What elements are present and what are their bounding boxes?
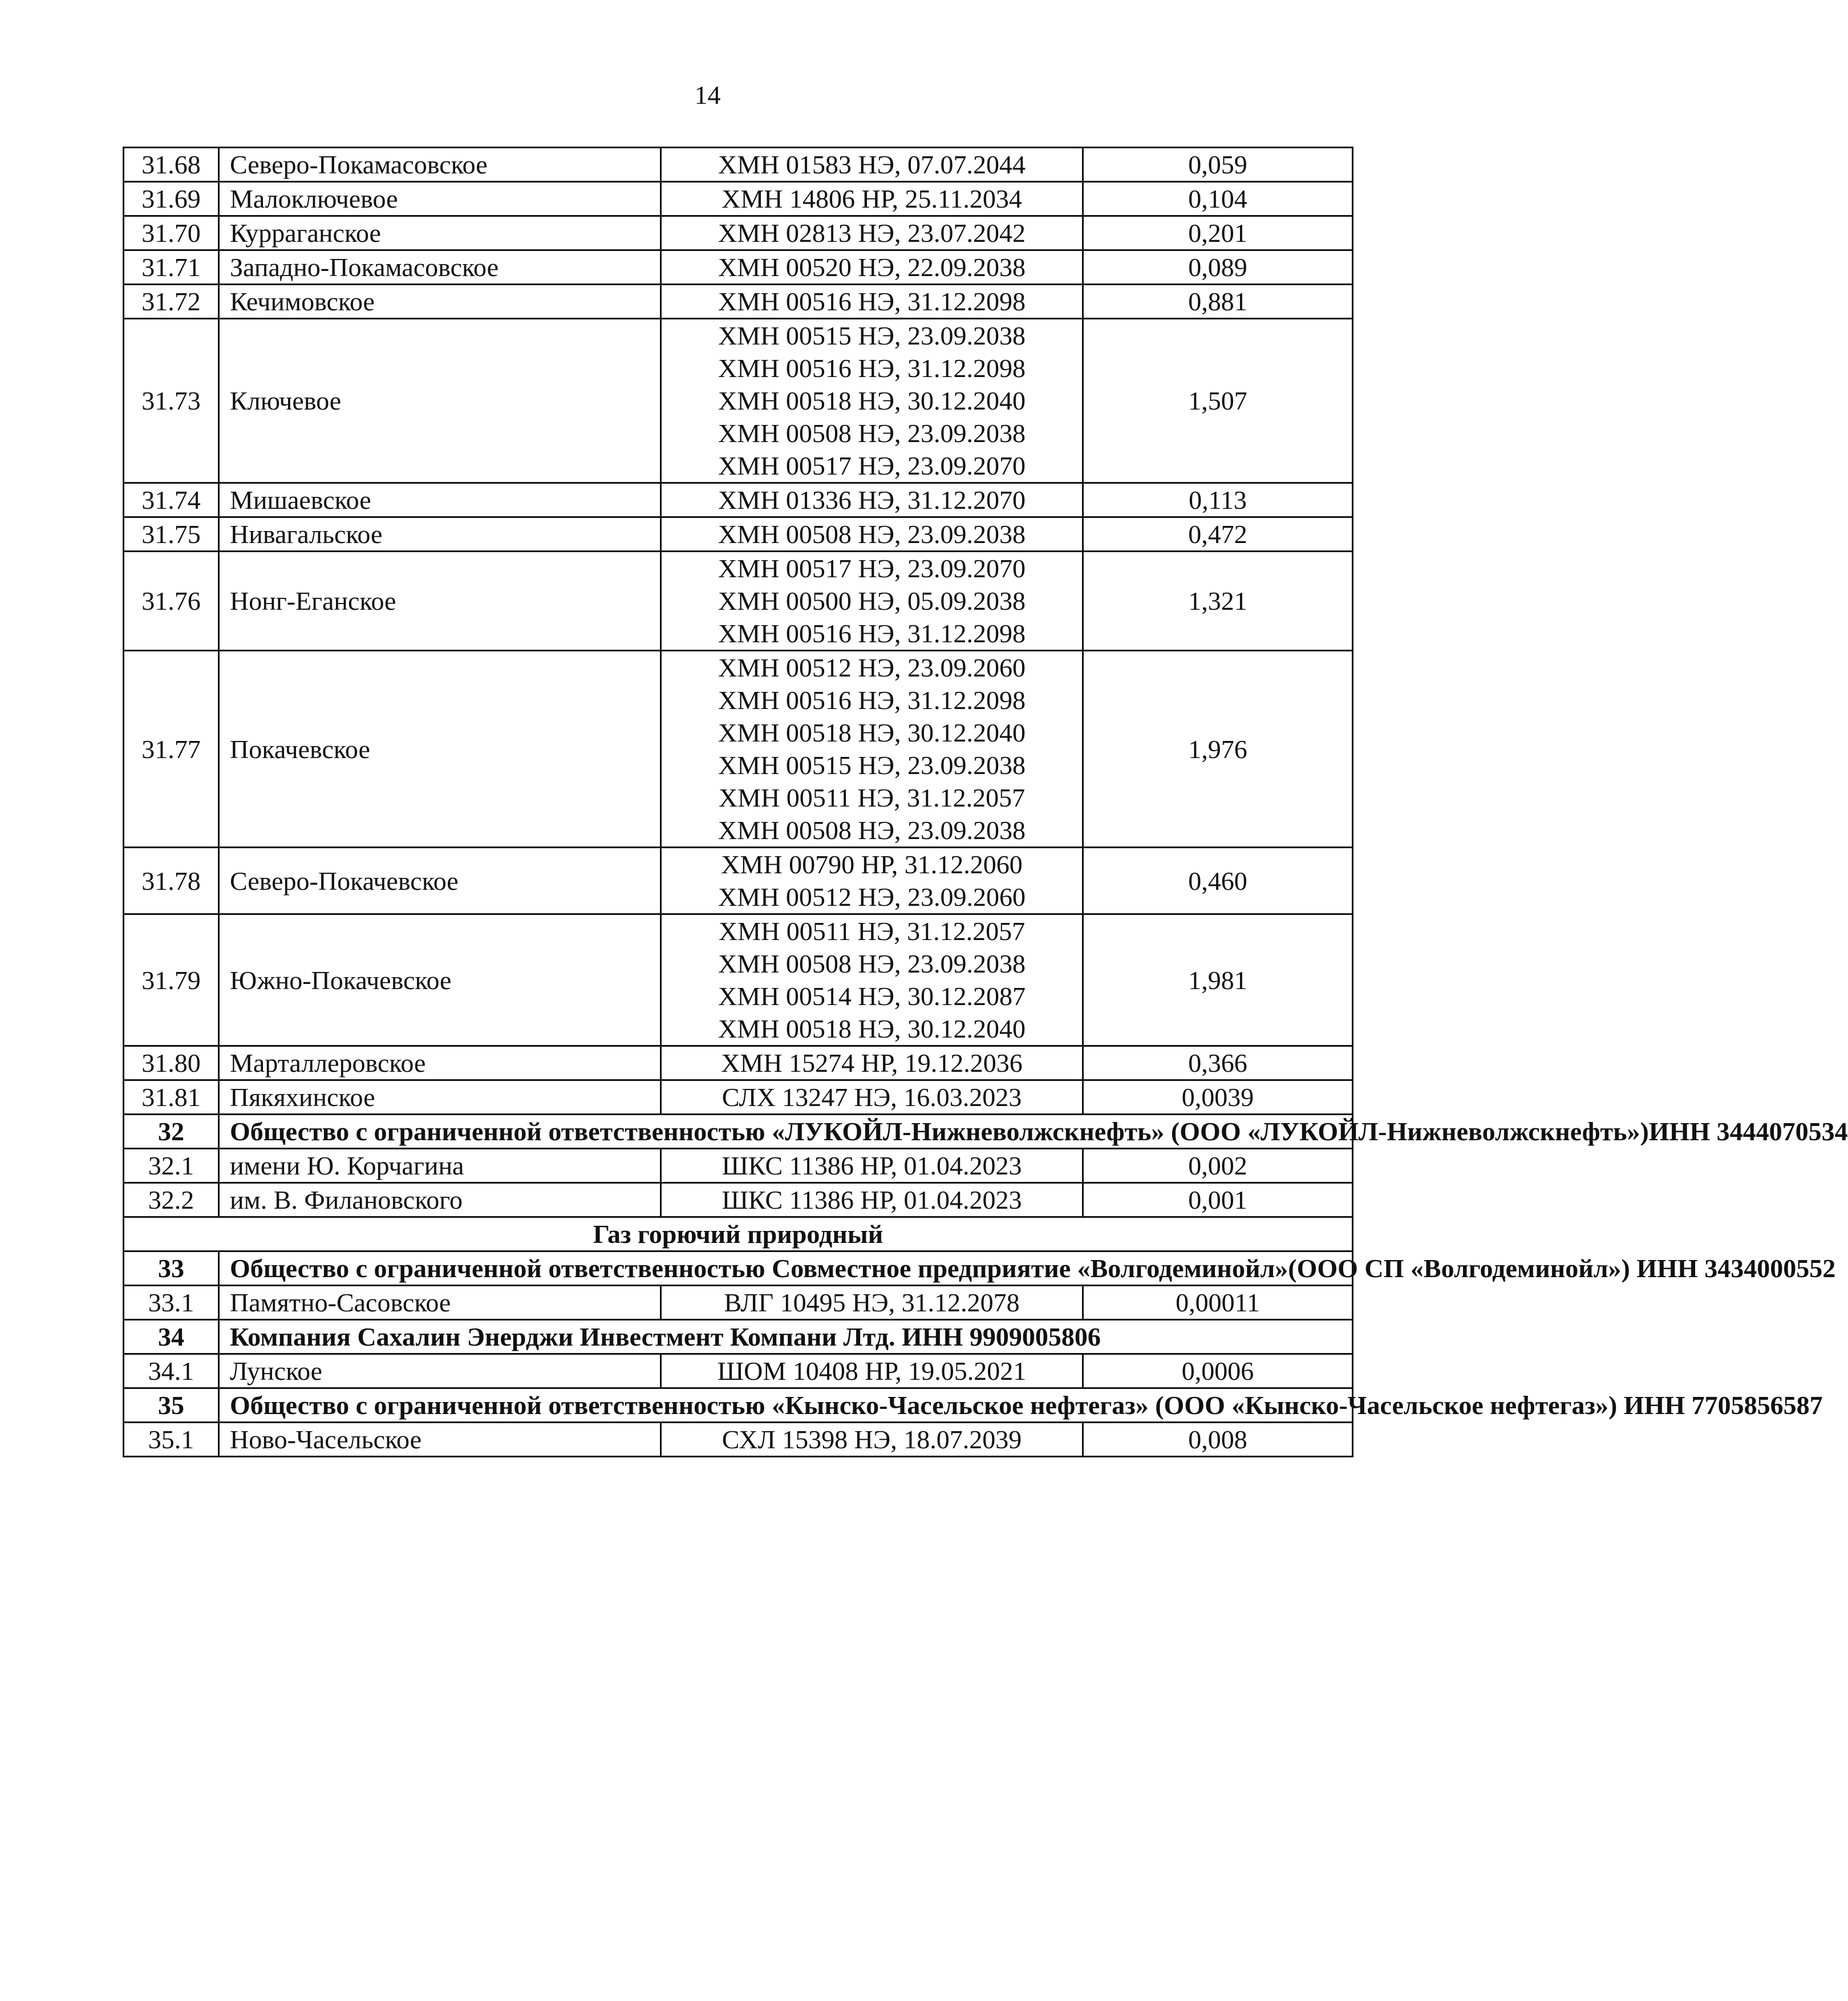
row-number: 32.2 [124,1183,219,1217]
license-number: ХМН 02813 НЭ, 23.07.2042 [718,218,1026,248]
volume-value: 0,00011 [1083,1286,1353,1320]
deposit-name: Курраганское [219,216,661,250]
deposit-name: Западно-Покамасовское [219,250,661,285]
license-cell [661,182,1083,216]
license-number: ХМН 00518 НЭ, 30.12.2040 [718,1014,1026,1043]
table-row [124,1149,1353,1183]
license-number: ХМН 00518 НЭ, 30.12.2040 [718,718,1026,747]
license-cell [661,848,1083,914]
license-number: ХМН 01336 НЭ, 31.12.2070 [718,485,1026,515]
deposit-name: Южно-Покачевское [219,914,661,1046]
volume-value: 0,059 [1083,148,1353,182]
row-number: 31.75 [124,517,219,552]
license-number: ХМН 00516 НЭ, 31.12.2098 [718,287,1026,316]
volume-value: 1,507 [1083,319,1353,483]
row-number: 31.76 [124,552,219,651]
row-number: 33.1 [124,1286,219,1320]
row-number: 31.68 [124,148,219,182]
license-number: ХМН 00514 НЭ, 30.12.2087 [718,982,1026,1011]
license-number: ХМН 00516 НЭ, 31.12.2098 [718,619,1026,648]
deposit-name: Памятно-Сасовское [219,1286,661,1320]
license-number: СХЛ 15398 НЭ, 18.07.2039 [722,1425,1022,1454]
row-number: 32.1 [124,1149,219,1183]
deposits-table [123,147,1848,1457]
org-row [124,1320,1353,1354]
row-number: 31.77 [124,651,219,848]
volume-value: 1,321 [1083,552,1353,651]
table-row [124,517,1353,552]
volume-value: 0,089 [1083,250,1353,285]
license-number: ХМН 00512 НЭ, 23.09.2060 [718,882,1026,912]
row-number: 31.69 [124,182,219,216]
volume-value: 0,113 [1083,483,1353,517]
section-row [124,1217,1353,1251]
deposit-name: Лунское [219,1354,661,1388]
license-number: ХМН 00518 НЭ, 30.12.2040 [718,386,1026,415]
license-number: ШКС 11386 НР, 01.04.2023 [722,1185,1022,1214]
deposit-name: Северо-Покачевское [219,848,661,914]
org-name: Общество с ограниченной ответственностью «Кынско-Часельское нефтегаз» (ООО «Кынско-Часельское нефтегаз») ИНН 7705856587 [219,1388,1353,1423]
table-row [124,1080,1353,1115]
license-cell [661,1149,1083,1183]
license-cell [661,552,1083,651]
license-number: ХМН 00516 НЭ, 31.12.2098 [718,354,1026,383]
volume-value: 0,008 [1083,1423,1353,1457]
license-number: ХМН 01583 НЭ, 07.07.2044 [718,150,1026,179]
deposit-name: Ново-Часельское [219,1423,661,1457]
license-cell [661,216,1083,250]
deposit-name: Марталлеровское [219,1046,661,1080]
volume-value: 1,981 [1083,914,1353,1046]
row-number: 34.1 [124,1354,219,1388]
row-number: 31.74 [124,483,219,517]
volume-value: 0,104 [1083,182,1353,216]
org-name: Общество с ограниченной ответственностью Совместное предприятие «Волгодеминойл»(ООО СП «Волгодеминойл») ИНН 3434000552 [219,1251,1353,1286]
license-number: ХМН 00508 НЭ, 23.09.2038 [718,949,1026,978]
license-number: ХМН 00508 НЭ, 23.09.2038 [718,520,1026,549]
volume-value: 0,881 [1083,285,1353,319]
license-number: ХМН 00790 НР, 31.12.2060 [721,850,1023,879]
row-number: 31.80 [124,1046,219,1080]
license-cell [661,285,1083,319]
org-name: Общество с ограниченной ответственностью «ЛУКОЙЛ-Нижневолжскнефть» (ООО «ЛУКОЙЛ-Нижневолжскнефть»)ИНН 3444070534 [219,1115,1353,1149]
license-cell [661,319,1083,483]
license-number: ХМН 00515 НЭ, 23.09.2038 [718,751,1026,780]
deposit-name: имени Ю. Корчагина [219,1149,661,1183]
deposit-name: Нонг-Еганское [219,552,661,651]
volume-value: 0,002 [1083,1149,1353,1183]
table-row [124,319,1353,483]
deposit-name: им. В. Филановского [219,1183,661,1217]
row-number: 31.72 [124,285,219,319]
license-number: ХМН 00511 НЭ, 31.12.2057 [718,917,1026,946]
row-number: 31.70 [124,216,219,250]
section-title: Газ горючий природный [124,1217,1353,1251]
table-row [124,250,1353,285]
license-cell [661,250,1083,285]
license-number: ХМН 14806 НР, 25.11.2034 [722,184,1022,213]
table-row [124,552,1353,651]
page-number: 14 [694,80,721,110]
deposit-name: Мишаевское [219,483,661,517]
license-number: ШКС 11386 НР, 01.04.2023 [722,1151,1022,1180]
license-number: ШОМ 10408 НР, 19.05.2021 [717,1356,1027,1386]
license-cell [661,651,1083,848]
license-number: ХМН 00517 НЭ, 23.09.2070 [718,554,1026,583]
table-row [124,216,1353,250]
volume-value: 0,0006 [1083,1354,1353,1388]
row-number: 31.73 [124,319,219,483]
license-cell [661,1286,1083,1320]
table-row [124,1183,1353,1217]
license-number: ХМН 00511 НЭ, 31.12.2057 [718,783,1026,812]
deposit-name: Кечимовское [219,285,661,319]
license-cell [661,148,1083,182]
license-cell [661,1183,1083,1217]
license-number: ХМН 00515 НЭ, 23.09.2038 [718,321,1026,350]
license-number: ХМН 00508 НЭ, 23.09.2038 [718,816,1026,845]
row-number: 35.1 [124,1423,219,1457]
org-row [124,1388,1353,1423]
license-number: ВЛГ 10495 НЭ, 31.12.2078 [724,1288,1020,1317]
deposit-name: Ключевое [219,319,661,483]
row-number: 31.79 [124,914,219,1046]
deposit-name: Северо-Покамасовское [219,148,661,182]
volume-value: 0,366 [1083,1046,1353,1080]
volume-value: 0,472 [1083,517,1353,552]
table-row [124,148,1353,182]
volume-value: 0,0039 [1083,1080,1353,1115]
license-number: СЛХ 13247 НЭ, 16.03.2023 [722,1083,1022,1112]
deposit-name: Малоключевое [219,182,661,216]
table-row [124,1046,1353,1080]
volume-value: 0,460 [1083,848,1353,914]
volume-value: 1,976 [1083,651,1353,848]
table-row [124,483,1353,517]
license-number: ХМН 00520 НЭ, 22.09.2038 [718,253,1026,282]
org-number: 35 [124,1388,219,1423]
table-row [124,914,1353,1046]
license-number: ХМН 00516 НЭ, 31.12.2098 [718,686,1026,715]
deposit-name: Покачевское [219,651,661,848]
table-row [124,1286,1353,1320]
org-name: Компания Сахалин Энерджи Инвестмент Компани Лтд. ИНН 9909005806 [219,1320,1353,1354]
table-row [124,848,1353,914]
org-row [124,1251,1353,1286]
org-row [124,1115,1353,1149]
license-cell [661,1354,1083,1388]
org-number: 33 [124,1251,219,1286]
volume-value: 0,001 [1083,1183,1353,1217]
license-number: ХМН 15274 НР, 19.12.2036 [721,1048,1023,1078]
row-number: 31.78 [124,848,219,914]
license-number: ХМН 00517 НЭ, 23.09.2070 [718,451,1026,480]
volume-value: 0,201 [1083,216,1353,250]
row-number: 31.71 [124,250,219,285]
deposit-name: Нивагальское [219,517,661,552]
license-number: ХМН 00512 НЭ, 23.09.2060 [718,653,1026,682]
org-number: 32 [124,1115,219,1149]
deposit-name: Пякяхинское [219,1080,661,1115]
license-cell [661,517,1083,552]
license-number: ХМН 00508 НЭ, 23.09.2038 [718,419,1026,448]
license-cell [661,483,1083,517]
row-number: 31.81 [124,1080,219,1115]
table-row [124,1423,1353,1457]
license-cell [661,1080,1083,1115]
license-cell [661,1423,1083,1457]
license-number: ХМН 00500 НЭ, 05.09.2038 [718,586,1026,615]
org-number: 34 [124,1320,219,1354]
license-cell [661,1046,1083,1080]
table-row [124,1354,1353,1388]
table-row [124,285,1353,319]
table-row [124,651,1353,848]
license-cell [661,914,1083,1046]
table-row [124,182,1353,216]
